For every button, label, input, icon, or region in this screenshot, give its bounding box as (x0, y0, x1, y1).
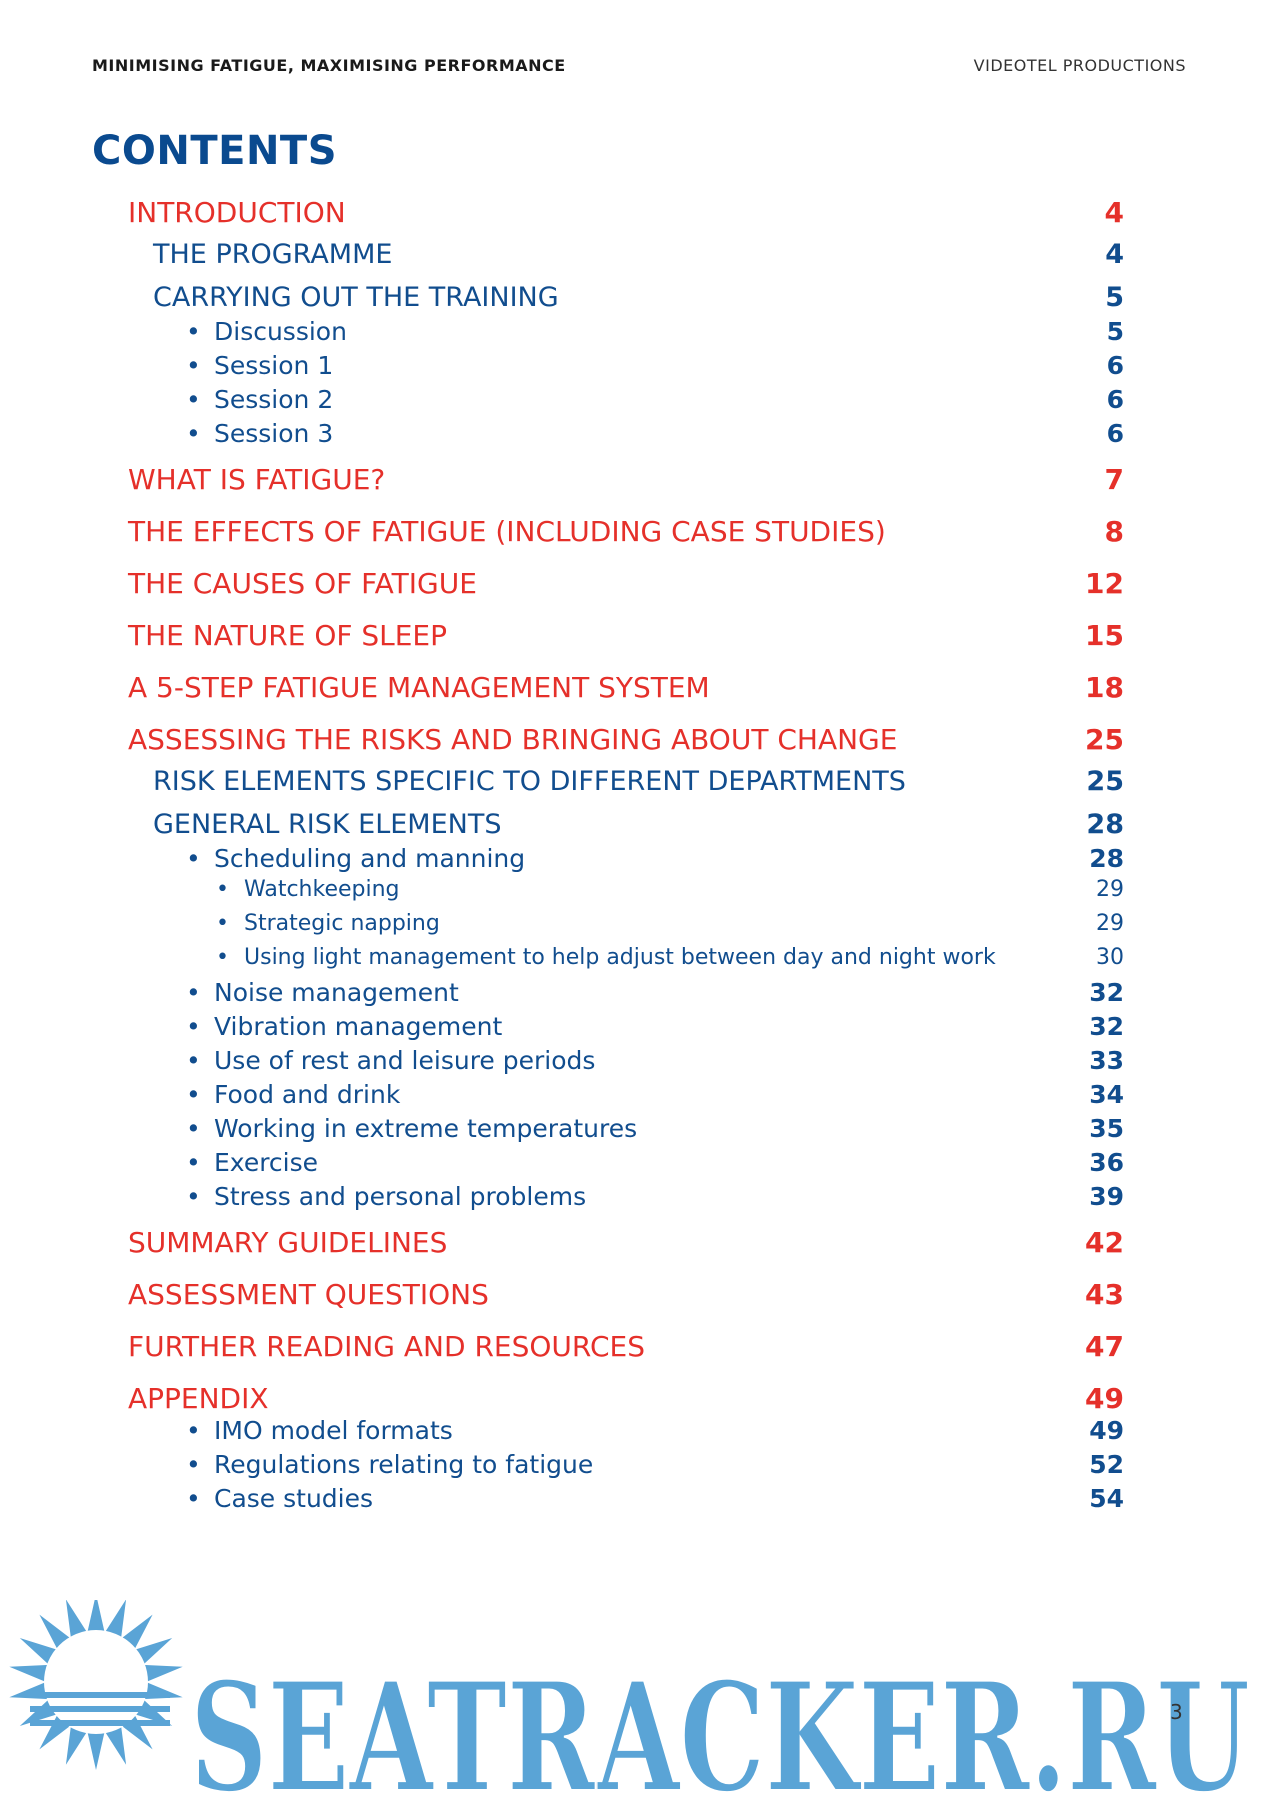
toc-entry-label (216, 945, 996, 970)
toc-entry[interactable] (0, 1278, 1278, 1318)
toc-entry-page: 49 (1089, 1416, 1124, 1445)
bullet-icon: • (186, 1416, 201, 1445)
toc-entry-label (186, 1012, 502, 1041)
toc-entry-page: 29 (1096, 911, 1124, 936)
toc-entry-label (186, 385, 333, 414)
toc-entry-label (128, 723, 897, 756)
toc-entry[interactable] (0, 463, 1278, 503)
toc-entry-text: Food and drink (214, 1080, 401, 1109)
toc-entry-label (128, 1278, 489, 1311)
toc-entry-label (186, 317, 347, 346)
toc-entry-page: 5 (1106, 317, 1124, 346)
toc-entry-label (216, 877, 400, 902)
toc-entry-text: WHAT IS FATIGUE? (128, 463, 386, 496)
toc-entry-label (128, 515, 886, 548)
toc-entry-page: 49 (1085, 1382, 1124, 1415)
toc-entry-label (186, 1450, 593, 1479)
toc-entry-page: 15 (1085, 619, 1124, 652)
toc-entry[interactable] (0, 619, 1278, 659)
bullet-icon: • (186, 1450, 201, 1479)
toc-entry[interactable] (0, 1226, 1278, 1266)
bullet-icon: • (186, 1148, 201, 1177)
toc-entry-label (186, 1046, 595, 1075)
toc-entry-text: Use of rest and leisure periods (214, 1046, 596, 1075)
toc-entry-label (128, 671, 710, 704)
toc-entry-label (186, 351, 333, 380)
toc-entry[interactable] (0, 239, 1278, 279)
toc-entry-label (186, 844, 525, 873)
toc-entry-page: 36 (1089, 1148, 1124, 1177)
header-document-title: MINIMISING FATIGUE, MAXIMISING PERFORMANCE (92, 56, 566, 75)
bullet-icon: • (186, 844, 201, 873)
toc-entry-label (186, 978, 459, 1007)
toc-entry-page: 29 (1096, 877, 1124, 902)
toc-entry[interactable] (0, 515, 1278, 555)
toc-entry-text: Working in extreme temperatures (214, 1114, 638, 1143)
toc-entry-label (128, 196, 346, 229)
toc-entry-page: 28 (1086, 809, 1124, 840)
toc-entry-text: THE EFFECTS OF FATIGUE (INCLUDING CASE STUDIES) (128, 515, 886, 548)
bullet-icon: • (186, 1046, 201, 1075)
toc-entry-text: ASSESSMENT QUESTIONS (128, 1278, 489, 1311)
toc-entry[interactable] (0, 1484, 1278, 1524)
toc-entry-page: 4 (1105, 239, 1124, 270)
page-number: 3 (1170, 1700, 1183, 1724)
toc-entry-label (186, 1114, 637, 1143)
sunburst-logo-icon (9, 1600, 182, 1770)
toc-entry-page: 47 (1085, 1330, 1124, 1363)
toc-entry-label (153, 809, 502, 840)
toc-entry-text: Noise management (214, 978, 459, 1007)
toc-entry-page: 30 (1096, 945, 1124, 970)
toc-entry-text: Discussion (214, 317, 347, 346)
toc-entry-label (216, 911, 440, 936)
contents-title: CONTENTS (92, 128, 338, 174)
toc-entry-text: Vibration management (214, 1012, 503, 1041)
toc-entry-page: 5 (1105, 282, 1124, 313)
toc-entry[interactable] (0, 196, 1278, 236)
bullet-icon: • (186, 317, 201, 346)
toc-entry-page: 35 (1089, 1114, 1124, 1143)
toc-entry-text: Using light management to help adjust between day and night work (244, 945, 996, 970)
toc-entry-text: IMO model formats (214, 1416, 453, 1445)
bullet-icon: • (186, 419, 201, 448)
toc-entry-text: APPENDIX (128, 1382, 269, 1415)
toc-entry-page: 33 (1089, 1046, 1124, 1075)
toc-entry-label (128, 1226, 447, 1259)
watermark-text: SEATRACKER.RU (190, 1650, 1250, 1808)
bullet-icon: • (216, 911, 229, 936)
toc-entry-page: 39 (1089, 1182, 1124, 1211)
toc-entry-page: 8 (1104, 515, 1124, 548)
toc-entry-text: Scheduling and manning (214, 844, 526, 873)
toc-entry-label (128, 619, 447, 652)
toc-entry-page: 52 (1089, 1450, 1124, 1479)
toc-entry-text: Session 3 (214, 419, 334, 448)
toc-entry-text: GENERAL RISK ELEMENTS (153, 809, 502, 840)
bullet-icon: • (216, 877, 229, 902)
toc-entry-label (128, 1382, 269, 1415)
bullet-icon: • (186, 385, 201, 414)
toc-entry-page: 25 (1086, 766, 1124, 797)
toc-entry-page: 7 (1104, 463, 1124, 496)
seatracker-watermark (0, 1600, 1278, 1808)
toc-entry[interactable] (0, 567, 1278, 607)
toc-entry-label (186, 1182, 586, 1211)
toc-entry-text: Regulations relating to fatigue (214, 1450, 594, 1479)
toc-entry-page: 6 (1106, 385, 1124, 414)
toc-entry-text: FURTHER READING AND RESOURCES (128, 1330, 645, 1363)
toc-entry-page: 6 (1106, 419, 1124, 448)
toc-entry-label (186, 1080, 400, 1109)
toc-entry-label (186, 1148, 318, 1177)
bullet-icon: • (186, 1182, 201, 1211)
page-header (92, 56, 1186, 80)
toc-entry-label (153, 766, 906, 797)
toc-entry-page: 42 (1085, 1226, 1124, 1259)
header-publisher: VIDEOTEL PRODUCTIONS (973, 56, 1186, 75)
toc-entry[interactable] (0, 809, 1278, 849)
toc-entry-label (128, 1330, 645, 1363)
toc-entry-text: Case studies (214, 1484, 374, 1513)
bullet-icon: • (186, 351, 201, 380)
toc-entry-page: 32 (1089, 1012, 1124, 1041)
toc-entry[interactable] (0, 766, 1278, 806)
toc-entry-page: 43 (1085, 1278, 1124, 1311)
toc-entry-text: INTRODUCTION (128, 196, 346, 229)
bullet-icon: • (186, 1080, 201, 1109)
toc-entry[interactable] (0, 1330, 1278, 1370)
toc-entry-text: RISK ELEMENTS SPECIFIC TO DIFFERENT DEPARTMENTS (153, 766, 906, 797)
toc-entry-page: 54 (1089, 1484, 1124, 1513)
toc-entry-text: THE NATURE OF SLEEP (128, 619, 448, 652)
toc-entry-text: ASSESSING THE RISKS AND BRINGING ABOUT CHANGE (128, 723, 898, 756)
toc-entry-page: 34 (1089, 1080, 1124, 1109)
toc-entry-text: A 5-STEP FATIGUE MANAGEMENT SYSTEM (128, 671, 710, 704)
toc-entry-page: 12 (1085, 567, 1124, 600)
toc-entry-text: THE PROGRAMME (153, 239, 393, 270)
toc-entry-text: THE CAUSES OF FATIGUE (128, 567, 477, 600)
toc-entry-page: 28 (1089, 844, 1124, 873)
bullet-icon: • (186, 1114, 201, 1143)
toc-entry-label (186, 1416, 453, 1445)
toc-entry[interactable] (0, 419, 1278, 459)
toc-entry-text: Stress and personal problems (214, 1182, 587, 1211)
toc-entry-text: Exercise (214, 1148, 319, 1177)
toc-entry-text: Watchkeeping (244, 877, 400, 902)
toc-entry-text: CARRYING OUT THE TRAINING (153, 282, 559, 313)
toc-entry-label (186, 419, 333, 448)
toc-entry-page: 6 (1106, 351, 1124, 380)
toc-entry[interactable] (0, 671, 1278, 711)
toc-entry[interactable] (0, 282, 1278, 322)
toc-entry-label (153, 282, 559, 313)
toc-entry-page: 32 (1089, 978, 1124, 1007)
toc-entry-text: Session 2 (214, 385, 334, 414)
bullet-icon: • (186, 978, 201, 1007)
toc-entry[interactable] (0, 1182, 1278, 1222)
bullet-icon: • (186, 1012, 201, 1041)
toc-entry[interactable] (0, 723, 1278, 763)
toc-entry-text: SUMMARY GUIDELINES (128, 1226, 448, 1259)
toc-entry-text: Strategic napping (244, 911, 440, 936)
toc-entry-label (128, 463, 385, 496)
toc-entry-label (128, 567, 477, 600)
toc-entry-label (153, 239, 392, 270)
bullet-icon: • (216, 945, 229, 970)
toc-entry-label (186, 1484, 373, 1513)
toc-entry-text: Session 1 (214, 351, 334, 380)
toc-entry-page: 25 (1085, 723, 1124, 756)
bullet-icon: • (186, 1484, 201, 1513)
toc-entry-page: 4 (1104, 196, 1124, 229)
toc-entry-page: 18 (1085, 671, 1124, 704)
